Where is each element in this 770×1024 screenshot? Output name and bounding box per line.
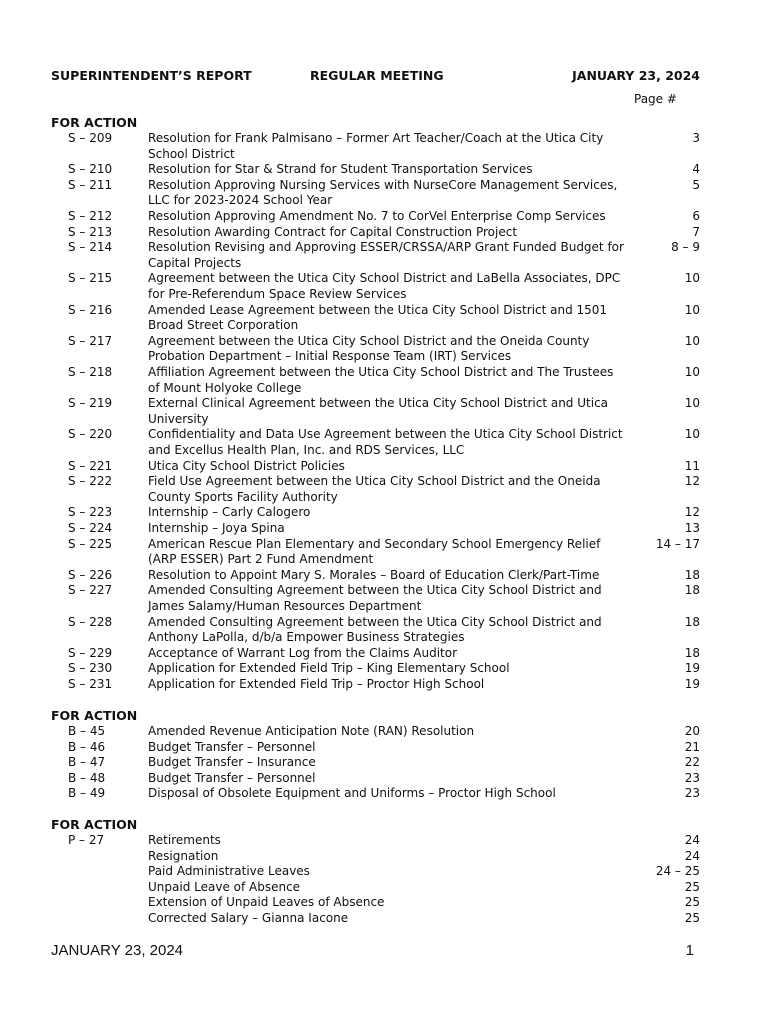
item-page: 25 <box>684 895 700 910</box>
item-page: 18 <box>684 567 700 582</box>
item-description: Internship – Carly Calogero <box>148 505 311 520</box>
item-code: S – 227 <box>68 583 113 598</box>
report-title: SUPERINTENDENT’S REPORT <box>51 68 252 83</box>
item-page: 18 <box>684 645 700 660</box>
item-code: S – 213 <box>68 224 113 239</box>
item-code: S – 222 <box>68 474 113 489</box>
item-description: Agreement between the Utica City School District and the Oneida County Probation Department – Initial Response Team (IRT) Services <box>148 333 590 364</box>
section-title: FOR ACTION <box>51 115 138 130</box>
item-description: Budget Transfer – Personnel <box>148 770 316 785</box>
item-page: 8 – 9 <box>671 240 700 255</box>
item-code: S – 214 <box>68 240 113 255</box>
item-code: S – 223 <box>68 505 113 520</box>
item-description: Affiliation Agreement between the Utica City School District and The Trustees of Mount Holyoke College <box>148 365 614 395</box>
item-description: Resolution for Frank Palmisano – Former Art Teacher/Coach at the Utica City School District <box>148 131 604 161</box>
item-page: 24 – 25 <box>655 864 700 879</box>
item-code: S – 225 <box>68 536 113 551</box>
item-page: 22 <box>684 755 700 770</box>
section-title: FOR ACTION <box>51 817 138 832</box>
item-description: Amended Revenue Anticipation Note (RAN) Resolution <box>148 724 475 738</box>
item-description: American Rescue Plan Elementary and Secondary School Emergency Relief (ARP ESSER) Part 2 Fund Amendment <box>148 536 601 567</box>
item-description: Budget Transfer – Personnel <box>148 739 316 754</box>
item-description: Resolution for Star & Strand for Student Transportation Services <box>148 162 533 177</box>
item-description: Paid Administrative Leaves <box>148 864 310 879</box>
item-code: S – 210 <box>68 162 113 177</box>
item-page: 5 <box>692 177 700 192</box>
item-description: Resolution Approving Nursing Services with NurseCore Management Services, LLC for 2023-2024 School Year <box>148 177 618 208</box>
item-code: S – 215 <box>68 271 113 286</box>
item-description: Extension of Unpaid Leaves of Absence <box>148 895 385 910</box>
item-code: S – 212 <box>68 209 113 223</box>
item-description: Resolution Awarding Contract for Capital Construction Project <box>148 224 518 239</box>
item-description: Amended Lease Agreement between the Utica City School District and 1501 Broad Street Corporation <box>148 302 608 333</box>
item-page: 7 <box>692 224 700 239</box>
item-code: B – 49 <box>68 786 106 801</box>
item-description: Corrected Salary – Gianna Iacone <box>148 911 349 925</box>
item-page: 12 <box>684 505 700 520</box>
item-page: 10 <box>684 333 700 348</box>
item-description: Internship – Joya Spina <box>148 521 285 535</box>
item-page: 6 <box>692 209 700 223</box>
item-description: Utica City School District Policies <box>148 458 345 473</box>
footer-date: JANUARY 23, 2024 <box>51 942 184 959</box>
item-code: B – 45 <box>68 724 106 738</box>
item-page: 25 <box>684 879 700 894</box>
item-code: B – 46 <box>68 739 106 754</box>
item-code: S – 218 <box>68 365 113 379</box>
item-page: 10 <box>684 396 700 411</box>
item-page: 10 <box>684 365 700 379</box>
item-page: 10 <box>684 271 700 286</box>
item-description: Agreement between the Utica City School District and LaBella Associates, DPC for Pre-Referendum Space Review Services <box>148 271 621 301</box>
item-page: 18 <box>684 583 700 598</box>
item-code: B – 47 <box>68 755 106 770</box>
item-page: 24 <box>684 848 700 863</box>
item-page: 18 <box>684 614 700 629</box>
item-description: Resolution to Appoint Mary S. Morales – Board of Education Clerk/Part-Time <box>148 567 600 582</box>
meeting-type: REGULAR MEETING <box>310 68 444 83</box>
item-code: S – 231 <box>68 677 113 691</box>
item-description: Field Use Agreement between the Utica City School District and the Oneida County Sports Facility Authority <box>148 474 601 504</box>
item-page: 14 – 17 <box>655 536 700 551</box>
item-page: 23 <box>684 786 700 801</box>
item-code: S – 209 <box>68 131 113 145</box>
item-page: 20 <box>684 724 700 738</box>
item-page: 19 <box>684 677 700 691</box>
item-description: Budget Transfer – Insurance <box>148 755 316 770</box>
item-page: 10 <box>684 302 700 317</box>
item-page: 24 <box>684 833 700 847</box>
item-code: S – 211 <box>68 177 113 192</box>
item-page: 23 <box>684 770 700 785</box>
page-column-header: Page # <box>634 92 677 106</box>
item-description: Resolution Approving Amendment No. 7 to CorVel Enterprise Comp Services <box>148 209 606 223</box>
item-code: S – 221 <box>68 458 113 473</box>
item-description: Retirements <box>148 833 221 847</box>
item-description: Confidentiality and Data Use Agreement between the Utica City School District and Excellus Health Plan, Inc. and RDS Services, LLC <box>148 427 623 457</box>
item-code: B – 48 <box>68 770 106 785</box>
item-page: 25 <box>684 911 700 925</box>
item-code: S – 217 <box>68 333 113 348</box>
item-code: S – 219 <box>68 396 113 411</box>
item-description: Unpaid Leave of Absence <box>148 879 301 894</box>
item-page: 10 <box>684 427 700 442</box>
item-page: 21 <box>684 739 700 754</box>
item-code: S – 229 <box>68 645 113 660</box>
footer-page-number: 1 <box>685 942 694 959</box>
item-description: Application for Extended Field Trip – King Elementary School <box>148 661 510 676</box>
item-code: S – 228 <box>68 614 113 629</box>
section-title: FOR ACTION <box>51 708 138 723</box>
item-description: Disposal of Obsolete Equipment and Uniforms – Proctor High School <box>148 786 556 801</box>
item-code: S – 224 <box>68 521 113 535</box>
item-page: 13 <box>684 521 700 535</box>
item-page: 12 <box>684 474 700 489</box>
item-page: 3 <box>692 131 700 145</box>
item-description: Amended Consulting Agreement between the Utica City School District and Anthony LaPolla, d/b/a Empower Business Strategies <box>148 614 602 645</box>
item-code: S – 216 <box>68 302 113 317</box>
item-description: Application for Extended Field Trip – Proctor High School <box>148 677 485 691</box>
item-code: S – 220 <box>68 427 113 442</box>
item-page: 19 <box>684 661 700 676</box>
item-description: Resolution Revising and Approving ESSER/CRSSA/ARP Grant Funded Budget for Capital Projects <box>148 240 624 270</box>
item-code: P – 27 <box>68 833 105 847</box>
meeting-date: JANUARY 23, 2024 <box>572 68 700 83</box>
item-code: S – 230 <box>68 661 113 676</box>
item-code: S – 226 <box>68 567 113 582</box>
item-page: 11 <box>684 458 700 473</box>
item-description: External Clinical Agreement between the Utica City School District and Utica University <box>148 396 609 426</box>
item-description: Amended Consulting Agreement between the Utica City School District and James Salamy/Human Resources Department <box>148 583 602 613</box>
item-description: Acceptance of Warrant Log from the Claims Auditor <box>148 645 458 660</box>
item-description: Resignation <box>148 848 219 863</box>
item-page: 4 <box>692 162 700 177</box>
